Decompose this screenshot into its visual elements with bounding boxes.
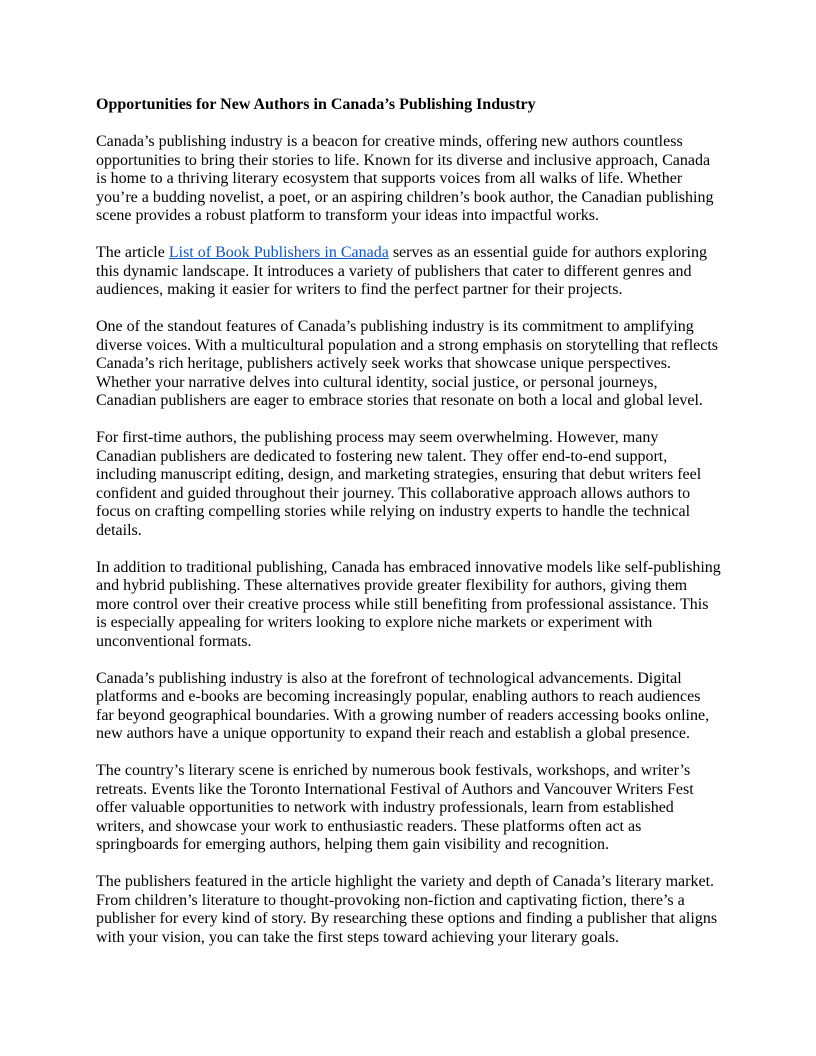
paragraph-conclusion: The publishers featured in the article highlight the variety and depth of Canada’s literary market. From children’s literature to thought-provoking non-fiction and captivating fiction, there’s a publisher for every kind of story. By researching these options and finding a publisher that aligns with your vision, you can take the first steps toward achieving your literary goals. <box>96 873 718 946</box>
document-page <box>96 96 721 966</box>
publishers-list-link[interactable]: List of Book Publishers in Canada <box>168 244 389 261</box>
paragraph-first-time-authors: For first-time authors, the publishing process may seem overwhelming. However, many Canadian publishers are dedicated to fostering new talent. They offer end-to-end support, including manuscript editing, design, and marketing strategies, ensuring that debut writers feel confident and guided throughout their journey. This collaborative approach allows authors to focus on crafting compelling stories while relying on industry experts to handle the technical details. <box>96 429 702 539</box>
paragraph-technology: Canada’s publishing industry is also at the forefront of technological advancements. Digital platforms and e-books are becoming increasingly popular, enabling authors to reach audiences far beyond geographical boundaries. With a growing number of readers accessing books online, new authors have a unique opportunity to expand their reach and establish a global presence. <box>96 669 710 742</box>
paragraph-festivals: The country’s literary scene is enriched by numerous book festivals, workshops, and writer’s retreats. Events like the Toronto International Festival of Authors and Vancouver Writers Fest offer valuable opportunities to network with industry professionals, learn from established writers, and showcase your work to enthusiastic readers. These platforms often act as springboards for emerging authors, helping them gain visibility and recognition. <box>96 762 694 853</box>
paragraph-diverse-voices: One of the standout features of Canada’s publishing industry is its commitment to amplifying diverse voices. With a multicultural population and a strong emphasis on storytelling that reflects Canada’s rich heritage, publishers actively seek works that showcase unique perspectives. Whether your narrative delves into cultural identity, social justice, or personal journeys, Canadian publishers are eager to embrace stories that resonate on both a local and global level. <box>96 318 719 409</box>
document-title: Opportunities for New Authors in Canada’s Publishing Industry <box>96 96 536 113</box>
paragraph-article-suffix: serves as an essential guide for authors exploring this dynamic landscape. It introduces a variety of publishers that cater to different genres and audiences, making it easier for writers to find the perfect partner for their projects. <box>96 244 707 298</box>
paragraph-article-prefix: The article <box>96 244 169 261</box>
paragraph-self-publishing: In addition to traditional publishing, Canada has embraced innovative models like self-publishing and hybrid publishing. These alternatives provide greater flexibility for authors, giving them more control over their creative process while still benefiting from professional assistance. This is especially appealing for writers looking to explore niche markets or experiment with unconventional formats. <box>96 558 721 650</box>
paragraph-article-reference <box>96 244 721 300</box>
paragraph-intro: Canada’s publishing industry is a beacon for creative minds, offering new authors countless opportunities to bring their stories to life. Known for its diverse and inclusive approach, Canada is home to a thriving literary ecosystem that supports voices from all walks of life. Whether you’re a budding novelist, a poet, or an aspiring children’s book author, the Canadian publishing scene provides a robust platform to transform your ideas into impactful works. <box>96 133 714 224</box>
